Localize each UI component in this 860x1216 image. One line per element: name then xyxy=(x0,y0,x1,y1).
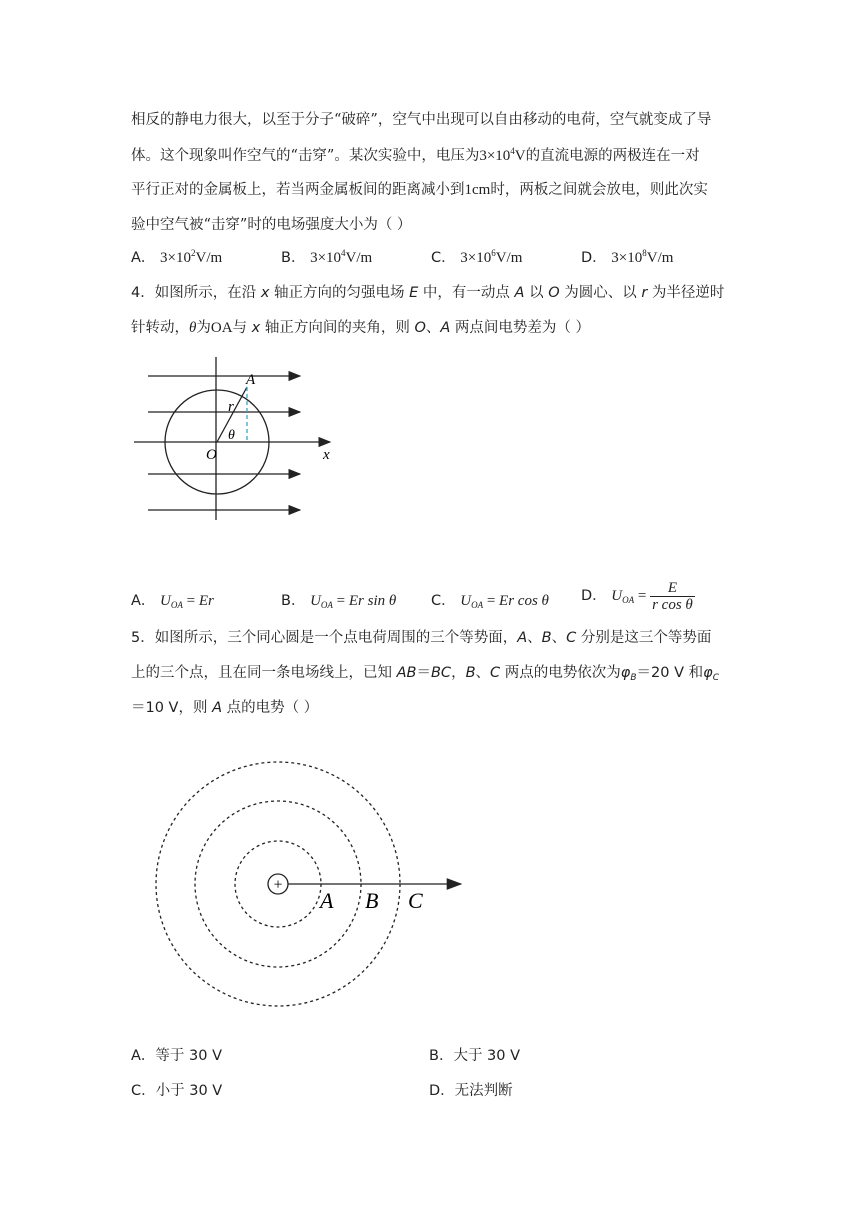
q5-option-b: B．大于 30 V xyxy=(429,1048,521,1064)
q3-option-d: D． $3\times 10^8V/m$ xyxy=(581,248,674,266)
q3-distance: 1cm xyxy=(464,182,491,198)
label-theta: θ xyxy=(228,428,235,443)
q3-option-a: A． $3\times 10^2V/m$ xyxy=(131,248,223,266)
q4-option-b: B． $U_{OA} = Er$ sin θ xyxy=(281,593,397,610)
q3-option-b: B． $3\times 10^4V/m$ xyxy=(281,248,373,266)
q5-equipotential-diagram xyxy=(155,755,475,1015)
q3-line-1: 相反的静电力很大，以至于分子“破碎”，空气中出现可以自由移动的电荷，空气就变成了导 xyxy=(131,112,712,128)
label-a: A xyxy=(320,888,334,913)
label-c: C xyxy=(408,888,423,913)
q4-line-2: 针转动，θ为OA与 x 轴正方向间的夹角，则 O、A 两点间电势差为（ ） xyxy=(131,320,591,336)
q5-option-a: A．等于 30 V xyxy=(131,1048,223,1064)
q3-line-2: 体。这个现象叫作空气的“击穿”。某次实验中，电压为$3\times 10^4V$的直流电源的两极连在一对 xyxy=(131,146,700,164)
fraction: $\frac{E}{\text{r cos θ}}$ xyxy=(652,580,693,613)
q5-line-2: 上的三个点，且在同一条电场线上，已知 AB＝BC，B、C 两点的电势依次为$\varphi_B=20$ V 和$\varphi_C$ xyxy=(131,665,719,683)
label-x: x xyxy=(323,447,330,463)
q4-option-a: A． $U_{OA} = Er$ xyxy=(131,593,214,610)
q4-line-1: 4．如图所示，在沿 x 轴正方向的匀强电场 E 中，有一动点 A 以 O 为圆心、以 r 为半径逆时 xyxy=(131,285,725,301)
q3-voltage: $3\times 10^4V$ xyxy=(479,146,526,164)
q5-option-c: C．小于 30 V xyxy=(131,1083,223,1099)
label-b: B xyxy=(365,888,379,913)
q3-line-3: 平行正对的金属板上，若当两金属板间的距离减小到1cm时，两板之间就会放电，则此次实 xyxy=(131,182,708,198)
q4-field-diagram xyxy=(140,355,350,525)
label-o: O xyxy=(206,447,217,463)
q5-option-d: D．无法判断 xyxy=(429,1083,513,1099)
q3-line-4: 验中空气被“击穿”时的电场强度大小为（ ） xyxy=(131,217,412,233)
q4-option-d: D． $U_{OA}$ = $\frac{E}{\text{r cos θ}}$ xyxy=(581,580,693,613)
label-a: A xyxy=(246,372,256,388)
q5-line-1: 5．如图所示，三个同心圆是一个点电荷周围的三个等势面，A、B、C 分别是这三个等势面 xyxy=(131,630,712,646)
q5-line-3: ＝10 V，则 A 点的电势（ ） xyxy=(131,700,319,716)
q4-option-c: C． $U_{OA} = Er$ cos θ xyxy=(431,593,549,610)
charge-sign: + xyxy=(273,876,283,894)
q3-option-c: C． $3\times 10^6V/m$ xyxy=(431,248,523,266)
label-r: r xyxy=(228,399,234,415)
